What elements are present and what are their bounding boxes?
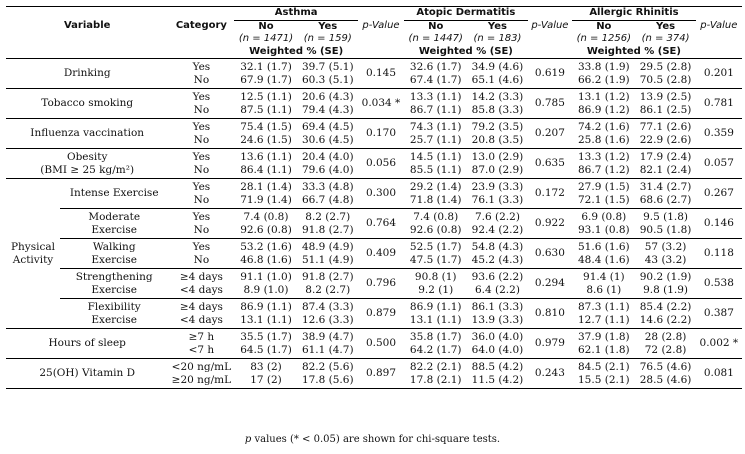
category-cell: Yes No [168,89,234,119]
value-cell: 82.2 (2.1) 17.8 (2.1) [404,359,467,389]
pvalue-cell: 0.979 [528,329,573,359]
pvalue-cell: 0.781 [696,89,742,119]
value-cell: 13.6 (1.1) 86.4 (1.1) [234,149,297,179]
value-cell: 36.0 (4.0) 64.0 (4.0) [467,329,527,359]
pvalue-cell: 0.172 [528,179,573,209]
value-cell: 38.9 (4.7) 61.1 (4.7) [298,329,358,359]
pvalue-cell: 0.538 [696,269,742,299]
header-yes-3: Yes (n = 374) [641,20,690,44]
category-cell: Yes No [168,119,234,149]
value-cell: 14.2 (3.3) 85.8 (3.3) [467,89,527,119]
value-cell: 17.9 (2.4) 82.1 (2.4) [635,149,695,179]
value-cell: 27.9 (1.5) 72.1 (1.5) [572,179,635,209]
pvalue-cell: 0.170 [358,119,404,149]
pvalue-cell: 0.145 [358,59,404,89]
value-cell: 32.1 (1.7) 67.9 (1.7) [234,59,297,89]
variable-cell: 25(OH) Vitamin D [6,359,168,389]
pvalue-cell: 0.057 [696,149,742,179]
table-row [6,179,742,209]
variable-cell: Drinking [6,59,168,89]
value-cell: 35.8 (1.7) 64.2 (1.7) [404,329,467,359]
category-cell: <20 ng/mL ≥20 ng/mL [168,359,234,389]
pvalue-cell: 0.294 [528,269,573,299]
header-no-2: No (n = 1447) [408,20,463,44]
pvalue-cell: 0.056 [358,149,404,179]
pvalue-cell: 0.785 [528,89,573,119]
pvalue-cell: 0.300 [358,179,404,209]
value-cell: 7.4 (0.8) 92.6 (0.8) [404,209,467,239]
header-atopic-dermatitis: Atopic Dermatitis [404,7,527,21]
value-cell: 20.6 (4.3) 79.4 (4.3) [298,89,358,119]
pvalue-cell: 0.267 [696,179,742,209]
value-cell: 93.6 (2.2) 6.4 (2.2) [467,269,527,299]
pvalue-cell: 0.635 [528,149,573,179]
value-cell: 8.2 (2.7) 91.8 (2.7) [298,209,358,239]
variable-cell: Intense Exercise [60,179,168,209]
table-body [6,59,742,389]
value-cell: 13.0 (2.9) 87.0 (2.9) [467,149,527,179]
header-no-3: No (n = 1256) [576,20,631,44]
value-cell: 33.3 (4.8) 66.7 (4.8) [298,179,358,209]
table-row [6,329,742,359]
header-weighted-2: Weighted % (SE) [404,46,527,59]
variable-cell: Strengthening Exercise [60,269,168,299]
value-cell: 37.9 (1.8) 62.1 (1.8) [572,329,635,359]
value-cell: 91.1 (1.0) 8.9 (1.0) [234,269,297,299]
category-cell: Yes No [168,179,234,209]
pvalue-cell: 0.500 [358,329,404,359]
value-cell: 74.3 (1.1) 25.7 (1.1) [404,119,467,149]
category-cell: ≥4 days <4 days [168,299,234,329]
pvalue-cell: 0.207 [528,119,573,149]
value-cell: 31.4 (2.7) 68.6 (2.7) [635,179,695,209]
value-cell: 53.2 (1.6) 46.8 (1.6) [234,239,297,269]
category-cell: ≥7 h <7 h [168,329,234,359]
value-cell: 76.5 (4.6) 28.5 (4.6) [635,359,695,389]
value-cell: 54.8 (4.3) 45.2 (4.3) [467,239,527,269]
header-yes-1: Yes (n = 159) [303,20,352,44]
pvalue-cell: 0.118 [696,239,742,269]
value-cell: 9.5 (1.8) 90.5 (1.8) [635,209,695,239]
category-cell: Yes No [168,209,234,239]
value-cell: 51.6 (1.6) 48.4 (1.6) [572,239,635,269]
value-cell: 13.3 (1.2) 86.7 (1.2) [572,149,635,179]
physical-activity-label: Physical Activity [6,179,60,329]
table-row [6,269,742,299]
category-cell: Yes No [168,239,234,269]
header-pvalue-1: p-Value [362,20,400,31]
value-cell: 13.3 (1.1) 86.7 (1.1) [404,89,467,119]
value-cell: 82.2 (5.6) 17.8 (5.6) [298,359,358,389]
value-cell: 29.2 (1.4) 71.8 (1.4) [404,179,467,209]
pvalue-cell: 0.619 [528,59,573,89]
value-cell: 84.5 (2.1) 15.5 (2.1) [572,359,635,389]
pvalue-cell: 0.764 [358,209,404,239]
pvalue-cell: 0.796 [358,269,404,299]
value-cell: 88.5 (4.2) 11.5 (4.2) [467,359,527,389]
category-cell: Yes No [168,59,234,89]
value-cell: 57 (3.2) 43 (3.2) [635,239,695,269]
value-cell: 86.9 (1.1) 13.1 (1.1) [234,299,297,329]
value-cell: 91.8 (2.7) 8.2 (2.7) [298,269,358,299]
value-cell: 69.4 (4.5) 30.6 (4.5) [298,119,358,149]
value-cell: 12.5 (1.1) 87.5 (1.1) [234,89,297,119]
table-row [6,239,742,269]
value-cell: 87.4 (3.3) 12.6 (3.3) [298,299,358,329]
pvalue-cell: 0.243 [528,359,573,389]
value-cell: 91.4 (1) 8.6 (1) [572,269,635,299]
variable-cell: Moderate Exercise [60,209,168,239]
data-table [6,6,742,389]
pvalue-cell: 0.002 * [696,329,742,359]
variable-cell: Hours of sleep [6,329,168,359]
header-pvalue-3: p-Value [700,20,738,31]
value-cell: 7.4 (0.8) 92.6 (0.8) [234,209,297,239]
value-cell: 35.5 (1.7) 64.5 (1.7) [234,329,297,359]
table-row [6,299,742,329]
value-cell: 7.6 (2.2) 92.4 (2.2) [467,209,527,239]
table-row [6,119,742,149]
value-cell: 23.9 (3.3) 76.1 (3.3) [467,179,527,209]
pvalue-cell: 0.879 [358,299,404,329]
value-cell: 90.8 (1) 9.2 (1) [404,269,467,299]
value-cell: 90.2 (1.9) 9.8 (1.9) [635,269,695,299]
variable-cell: Obesity (BMI ≥ 25 kg/m²) [6,149,168,179]
header-yes-2: Yes (n = 183) [473,20,522,44]
table-row [6,149,742,179]
pvalue-cell: 0.922 [528,209,573,239]
value-cell: 87.3 (1.1) 12.7 (1.1) [572,299,635,329]
header-weighted-1: Weighted % (SE) [234,46,357,59]
value-cell: 83 (2) 17 (2) [234,359,297,389]
pvalue-cell: 0.630 [528,239,573,269]
header-asthma: Asthma [234,7,357,21]
value-cell: 74.2 (1.6) 25.8 (1.6) [572,119,635,149]
category-cell: Yes No [168,149,234,179]
header-no-1: No (n = 1471) [238,20,294,44]
value-cell: 28 (2.8) 72 (2.8) [635,329,695,359]
value-cell: 29.5 (2.8) 70.5 (2.8) [635,59,695,89]
pvalue-cell: 0.409 [358,239,404,269]
table-row [6,89,742,119]
pvalue-cell: 0.034 * [358,89,404,119]
value-cell: 20.4 (4.0) 79.6 (4.0) [298,149,358,179]
header-allergic-rhinitis: Allergic Rhinitis [572,7,695,21]
pvalue-cell: 0.146 [696,209,742,239]
value-cell: 6.9 (0.8) 93.1 (0.8) [572,209,635,239]
value-cell: 34.9 (4.6) 65.1 (4.6) [467,59,527,89]
table-row [6,59,742,89]
pvalue-cell: 0.081 [696,359,742,389]
pvalue-cell: 0.201 [696,59,742,89]
pvalue-cell: 0.359 [696,119,742,149]
value-cell: 32.6 (1.7) 67.4 (1.7) [404,59,467,89]
value-cell: 13.1 (1.2) 86.9 (1.2) [572,89,635,119]
value-cell: 39.7 (5.1) 60.3 (5.1) [298,59,358,89]
pvalue-cell: 0.387 [696,299,742,329]
variable-cell: Flexibility Exercise [60,299,168,329]
variable-cell: Tobacco smoking [6,89,168,119]
value-cell: 14.5 (1.1) 85.5 (1.1) [404,149,467,179]
footnote: p values (* < 0.05) are shown for chi-square tests. [244,434,501,445]
value-cell: 52.5 (1.7) 47.5 (1.7) [404,239,467,269]
value-cell: 85.4 (2.2) 14.6 (2.2) [635,299,695,329]
pvalue-cell: 0.810 [528,299,573,329]
value-cell: 33.8 (1.9) 66.2 (1.9) [572,59,635,89]
variable-cell: Walking Exercise [60,239,168,269]
category-cell: ≥4 days <4 days [168,269,234,299]
pvalue-cell: 0.897 [358,359,404,389]
header-category: Category [175,20,227,31]
value-cell: 86.9 (1.1) 13.1 (1.1) [404,299,467,329]
table-row [6,359,742,389]
header-pvalue-2: p-Value [531,20,569,31]
value-cell: 48.9 (4.9) 51.1 (4.9) [298,239,358,269]
value-cell: 75.4 (1.5) 24.6 (1.5) [234,119,297,149]
value-cell: 77.1 (2.6) 22.9 (2.6) [635,119,695,149]
header-variable: Variable [63,20,111,31]
header-weighted-3: Weighted % (SE) [572,46,695,59]
value-cell: 28.1 (1.4) 71.9 (1.4) [234,179,297,209]
value-cell: 13.9 (2.5) 86.1 (2.5) [635,89,695,119]
variable-cell: Influenza vaccination [6,119,168,149]
value-cell: 86.1 (3.3) 13.9 (3.3) [467,299,527,329]
value-cell: 79.2 (3.5) 20.8 (3.5) [467,119,527,149]
table-row [6,209,742,239]
